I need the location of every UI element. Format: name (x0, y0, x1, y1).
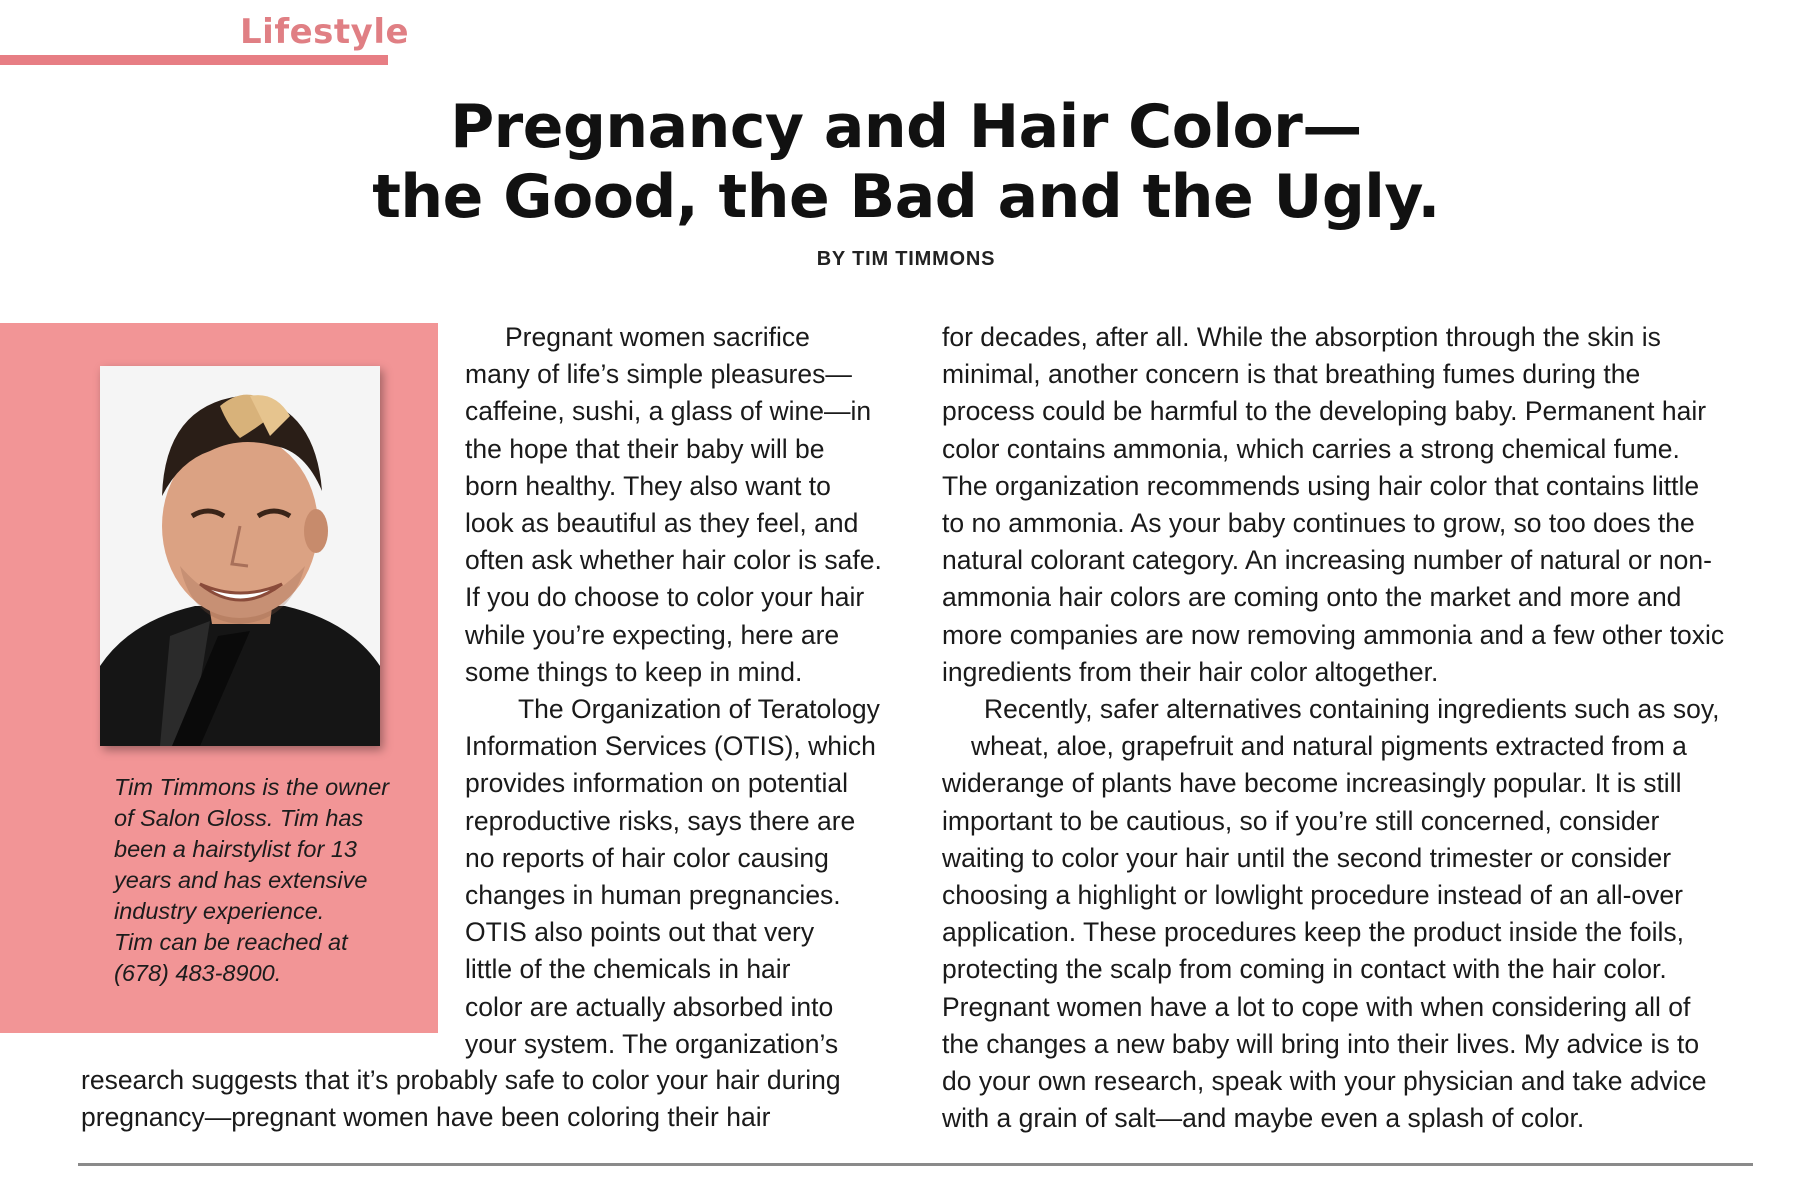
paragraph-line: many of life’s simple pleasures— (465, 359, 852, 390)
paragraph-line: provides information on potential (465, 768, 849, 799)
paragraph-line: ingredients from their hair color altogether. (942, 656, 1439, 687)
paragraph-line: OTIS also points out that very (465, 917, 815, 948)
paragraph-line: widerange of plants have become increasingly popular. It is still (942, 768, 1682, 799)
paragraph-line: Recently, safer alternatives containing ingredients such as soy, (984, 694, 1720, 725)
paragraph-line: If you do choose to color your hair (465, 582, 865, 613)
paragraph-line: Pregnant women sacrifice (505, 322, 810, 352)
paragraph-line: The organization recommends using hair color that contains little (942, 470, 1700, 501)
paragraph-line: application. These procedures keep the product inside the foils, (942, 917, 1684, 948)
article-title-line-2: the Good, the Bad and the Ugly. (372, 162, 1440, 232)
paragraph-line: no reports of hair color causing (465, 842, 829, 873)
paragraph-line: born healthy. They also want to (465, 470, 831, 501)
bio-line: Tim Timmons is the owner (114, 774, 390, 800)
paragraph-line: reproductive risks, says there are (465, 805, 856, 836)
paragraph-line: with a grain of salt—and maybe even a splash of color. (942, 1103, 1585, 1134)
bio-line: of Salon Gloss. Tim has (114, 805, 364, 831)
paragraph-line: often ask whether hair color is safe. (465, 545, 882, 576)
paragraph-line: Information Services (OTIS), which (465, 731, 876, 762)
author-portrait-illustration (100, 366, 380, 746)
paragraph-line: The Organization of Teratology (518, 694, 880, 725)
paragraph-line: more companies are now removing ammonia and a few other toxic (942, 619, 1725, 650)
section-underline (0, 55, 388, 65)
section-label: Lifestyle (240, 12, 410, 52)
bio-line: industry experience. (114, 898, 325, 924)
author-portrait (100, 366, 380, 746)
paragraph-line: some things to keep in mind. (465, 656, 803, 687)
paragraph-line: important to be cautious, so if you’re still concerned, consider (942, 805, 1660, 836)
bio-line: years and has extensive (114, 867, 368, 893)
paragraph-line: research suggests that it’s probably safe to color your hair during (81, 1065, 841, 1095)
paragraph-line: minimal, another concern is that breathing fumes during the (942, 359, 1641, 390)
paragraph-line: do your own research, speak with your physician and take advice (942, 1066, 1707, 1097)
paragraph-line: the hope that their baby will be (465, 433, 825, 464)
paragraph-line: while you’re expecting, here are (465, 619, 840, 650)
article-column-1-spill (81, 1062, 921, 1136)
article-column-1 (465, 319, 915, 1063)
paragraph-line: for decades, after all. While the absorption through the skin is (942, 322, 1661, 352)
paragraph-line: color contains ammonia, which carries a strong chemical fume. (942, 433, 1680, 464)
paragraph-line: pregnancy—pregnant women have been coloring their hair (81, 1102, 771, 1133)
paragraph-line: wheat, aloe, grapefruit and natural pigments extracted from a (971, 731, 1687, 762)
bio-line: (678) 483-8900. (114, 960, 282, 986)
paragraph-line: caffeine, sushi, a glass of wine—in (465, 396, 872, 427)
article-title-line-1: Pregnancy and Hair Color— (450, 92, 1362, 162)
bio-line: been a hairstylist for 13 (114, 836, 357, 862)
paragraph-line: choosing a highlight or lowlight procedure instead of an all-over (942, 880, 1683, 911)
paragraph-line: look as beautiful as they feel, and (465, 508, 859, 539)
paragraph-line: little of the chemicals in hair (465, 954, 791, 985)
paragraph-line: changes in human pregnancies. (465, 880, 841, 911)
article-byline: BY TIM TIMMONS (816, 248, 996, 270)
paragraph-line: Pregnant women have a lot to cope with when considering all of (942, 991, 1691, 1022)
bio-line: Tim can be reached at (114, 929, 348, 955)
paragraph-line: color are actually absorbed into (465, 991, 834, 1022)
paragraph-line: waiting to color your hair until the second trimester or consider (942, 842, 1672, 873)
paragraph-line: the changes a new baby will bring into their lives. My advice is to (942, 1028, 1700, 1059)
paragraph-line: your system. The organization’s (465, 1028, 839, 1059)
paragraph-line: ammonia hair colors are coming onto the market and more and (942, 582, 1682, 613)
paragraph-line: protecting the scalp from coming in contact with the hair color. (942, 954, 1667, 985)
author-bio (114, 772, 414, 989)
paragraph-line: natural colorant category. An increasing number of natural or non- (942, 545, 1712, 576)
paragraph-line: to no ammonia. As your baby continues to grow, so too does the (942, 508, 1695, 539)
page-bottom-rule (78, 1163, 1753, 1166)
article-column-2 (942, 319, 1762, 1137)
paragraph-line: process could be harmful to the developing baby. Permanent hair (942, 396, 1707, 427)
